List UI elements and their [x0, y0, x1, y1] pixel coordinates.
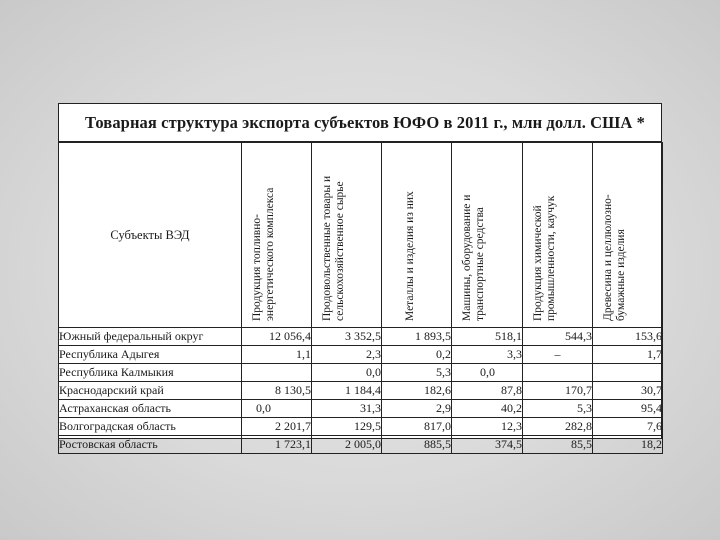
- column-header-machinery: [452, 143, 523, 328]
- cell-value: 0,0: [242, 400, 312, 418]
- table-row: [59, 364, 663, 382]
- column-header-wood: [593, 143, 663, 328]
- table-title: [59, 104, 661, 142]
- cell-value: 18,2: [593, 436, 663, 454]
- cell-value: 7,6: [593, 418, 663, 436]
- cell-value: 85,5: [523, 436, 593, 454]
- cell-value: 2 201,7: [242, 418, 312, 436]
- export-structure-table: [58, 142, 663, 454]
- table-row: [59, 418, 663, 436]
- column-header-chemicals: [523, 143, 593, 328]
- cell-value: 1,7: [593, 346, 663, 364]
- cell-value: 12 056,4: [242, 328, 312, 346]
- cell-value: –: [523, 346, 593, 364]
- table-row: [59, 328, 663, 346]
- column-header-fuel: [242, 143, 312, 328]
- cell-value: 95,4: [593, 400, 663, 418]
- cell-value: 1 184,4: [312, 382, 382, 400]
- cell-value: 170,7: [523, 382, 593, 400]
- row-name: Ростовская область: [59, 436, 242, 454]
- cell-value: 374,5: [452, 436, 523, 454]
- row-name: Южный федеральный округ: [59, 328, 242, 346]
- cell-value: 2,9: [382, 400, 452, 418]
- column-header-subjects: Субъекты ВЭД: [59, 143, 242, 328]
- cell-value: 3,3: [452, 346, 523, 364]
- row-name: Астраханская область: [59, 400, 242, 418]
- cell-value: [593, 364, 663, 382]
- cell-value: 2 005,0: [312, 436, 382, 454]
- cell-value: 5,3: [382, 364, 452, 382]
- column-header-food: [312, 143, 382, 328]
- column-header-wood-label: Древесина и целлюлозно-бумажные изделия: [601, 194, 627, 321]
- cell-value: 0,0: [312, 364, 382, 382]
- row-name: Республика Адыгея: [59, 346, 242, 364]
- cell-value: 1 893,5: [382, 328, 452, 346]
- header-row: [59, 143, 663, 328]
- column-header-food-label: Продовольственные товары и сельскохозяйственное сырье: [320, 175, 346, 321]
- table-title-text: Товарная структура экспорта субъектов ЮФО в 2011 г., млн долл. США *: [85, 112, 645, 132]
- cell-value: 40,2: [452, 400, 523, 418]
- cell-value: 129,5: [312, 418, 382, 436]
- cell-value: 87,8: [452, 382, 523, 400]
- row-name: Республика Калмыкия: [59, 364, 242, 382]
- cell-value: 3 352,5: [312, 328, 382, 346]
- column-header-metals-label: Металлы и изделия из них: [403, 191, 416, 321]
- cell-value: 30,7: [593, 382, 663, 400]
- cell-value: 1,1: [242, 346, 312, 364]
- cell-value: [523, 364, 593, 382]
- cell-value: 817,0: [382, 418, 452, 436]
- table-row: [59, 382, 663, 400]
- cell-value: 0,2: [382, 346, 452, 364]
- cell-value: 5,3: [523, 400, 593, 418]
- row-name: Волгоградская область: [59, 418, 242, 436]
- column-header-fuel-label: Продукция топливно-энергетического комплекса: [250, 187, 276, 321]
- cell-value: 0,0: [452, 364, 523, 382]
- cell-value: 153,6: [593, 328, 663, 346]
- cell-value: 544,3: [523, 328, 593, 346]
- document-page: [58, 103, 662, 451]
- table-row: [59, 400, 663, 418]
- row-name: Краснодарский край: [59, 382, 242, 400]
- column-header-machinery-label: Машины, оборудование и транспортные средства: [461, 194, 486, 321]
- table-row: [59, 436, 663, 454]
- cell-value: 1 723,1: [242, 436, 312, 454]
- cell-value: 31,3: [312, 400, 382, 418]
- cell-value: 282,8: [523, 418, 593, 436]
- cell-value: [242, 364, 312, 382]
- cell-value: 518,1: [452, 328, 523, 346]
- cell-value: 885,5: [382, 436, 452, 454]
- cell-value: 8 130,5: [242, 382, 312, 400]
- cell-value: 2,3: [312, 346, 382, 364]
- column-header-metals: [382, 143, 452, 328]
- table-row: [59, 346, 663, 364]
- cell-value: 182,6: [382, 382, 452, 400]
- column-header-chemicals-label: Продукция химической промышленности, каучук: [531, 195, 557, 321]
- cell-value: 12,3: [452, 418, 523, 436]
